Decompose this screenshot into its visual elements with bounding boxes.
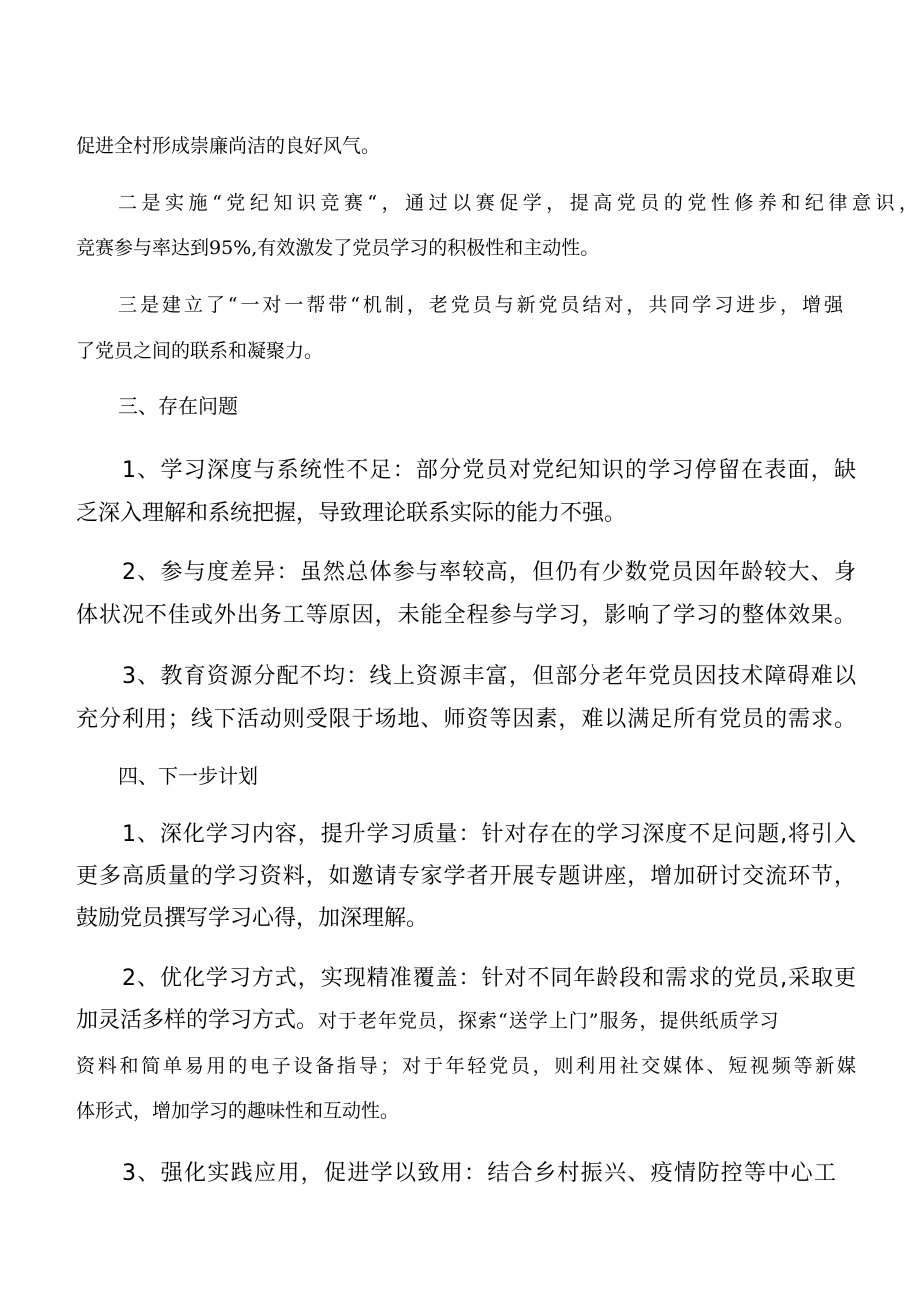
paragraph-line: 促进全村形成崇廉尚洁的良好风气。 [76, 135, 381, 157]
paragraph-line: 2、优化学习方式，实现精准覆盖：针对不同年龄段和需求的党员,采取更 [122, 966, 856, 991]
paragraph-line: 体状况不佳或外出务工等原因，未能全程参与学习，影响了学习的整体效果。 [76, 603, 856, 628]
paragraph-line: 3、教育资源分配不均：线上资源丰富，但部分老年党员因技术障碍难以 [122, 664, 856, 689]
paragraph-line: 充分利用；线下活动则受限于场地、师资等因素，难以满足所有党员的需求。 [76, 707, 856, 732]
paragraph-line-sans-part: 加灵活多样的学习方式。 [76, 1008, 319, 1033]
paragraph-line: 2、参与度差异：虽然总体参与率较高，但仍有少数党员因年龄较大、身 [122, 560, 856, 585]
section-heading: 三、存在问题 [118, 394, 238, 418]
paragraph-line: 竞赛参与率达到95%,有效激发了党员学习的积极性和主动性。 [76, 237, 600, 259]
paragraph-line: 更多高质量的学习资料，如邀请专家学者开展专题讲座，增加研讨交流环节， [76, 864, 856, 889]
paragraph-line: 鼓励党员撰写学习心得，加深理解。 [76, 906, 429, 931]
paragraph-line: 1、学习深度与系统性不足：部分党员对党纪知识的学习停留在表面，缺 [122, 458, 856, 483]
paragraph-line: 3、强化实践应用，促进学以致用：结合乡村振兴、疫情防控等中心工 [122, 1161, 836, 1186]
paragraph-line: 1、深化学习内容，提升学习质量：针对存在的学习深度不足问题,将引入 [122, 822, 856, 847]
section-heading: 四、下一步计划 [118, 764, 258, 788]
paragraph-line: 三是建立了“一对一帮带“机制，老党员与新党员结对，共同学习进步，增强 [118, 294, 843, 316]
paragraph-line: 乏深入理解和系统把握，导致理论联系实际的能力不强。 [76, 501, 627, 526]
paragraph-line-serif-part: 对于老年党员，探索“送学上门”服务，提供纸质学习 [318, 1010, 780, 1032]
paragraph-line: 体形式，增加学习的趣味性和互动性。 [76, 1100, 400, 1122]
paragraph-line: 了党员之间的联系和凝聚力。 [76, 340, 324, 362]
paragraph-line: 资料和简单易用的电子设备指导；对于年轻党员，则利用社交媒体、短视频等新媒 [76, 1055, 856, 1077]
paragraph-line: 二是实施“党纪知识竞赛“，通过以赛促学，提高党员的党性修养和纪律意识， [118, 192, 918, 214]
paragraph-line [76, 1003, 779, 1034]
